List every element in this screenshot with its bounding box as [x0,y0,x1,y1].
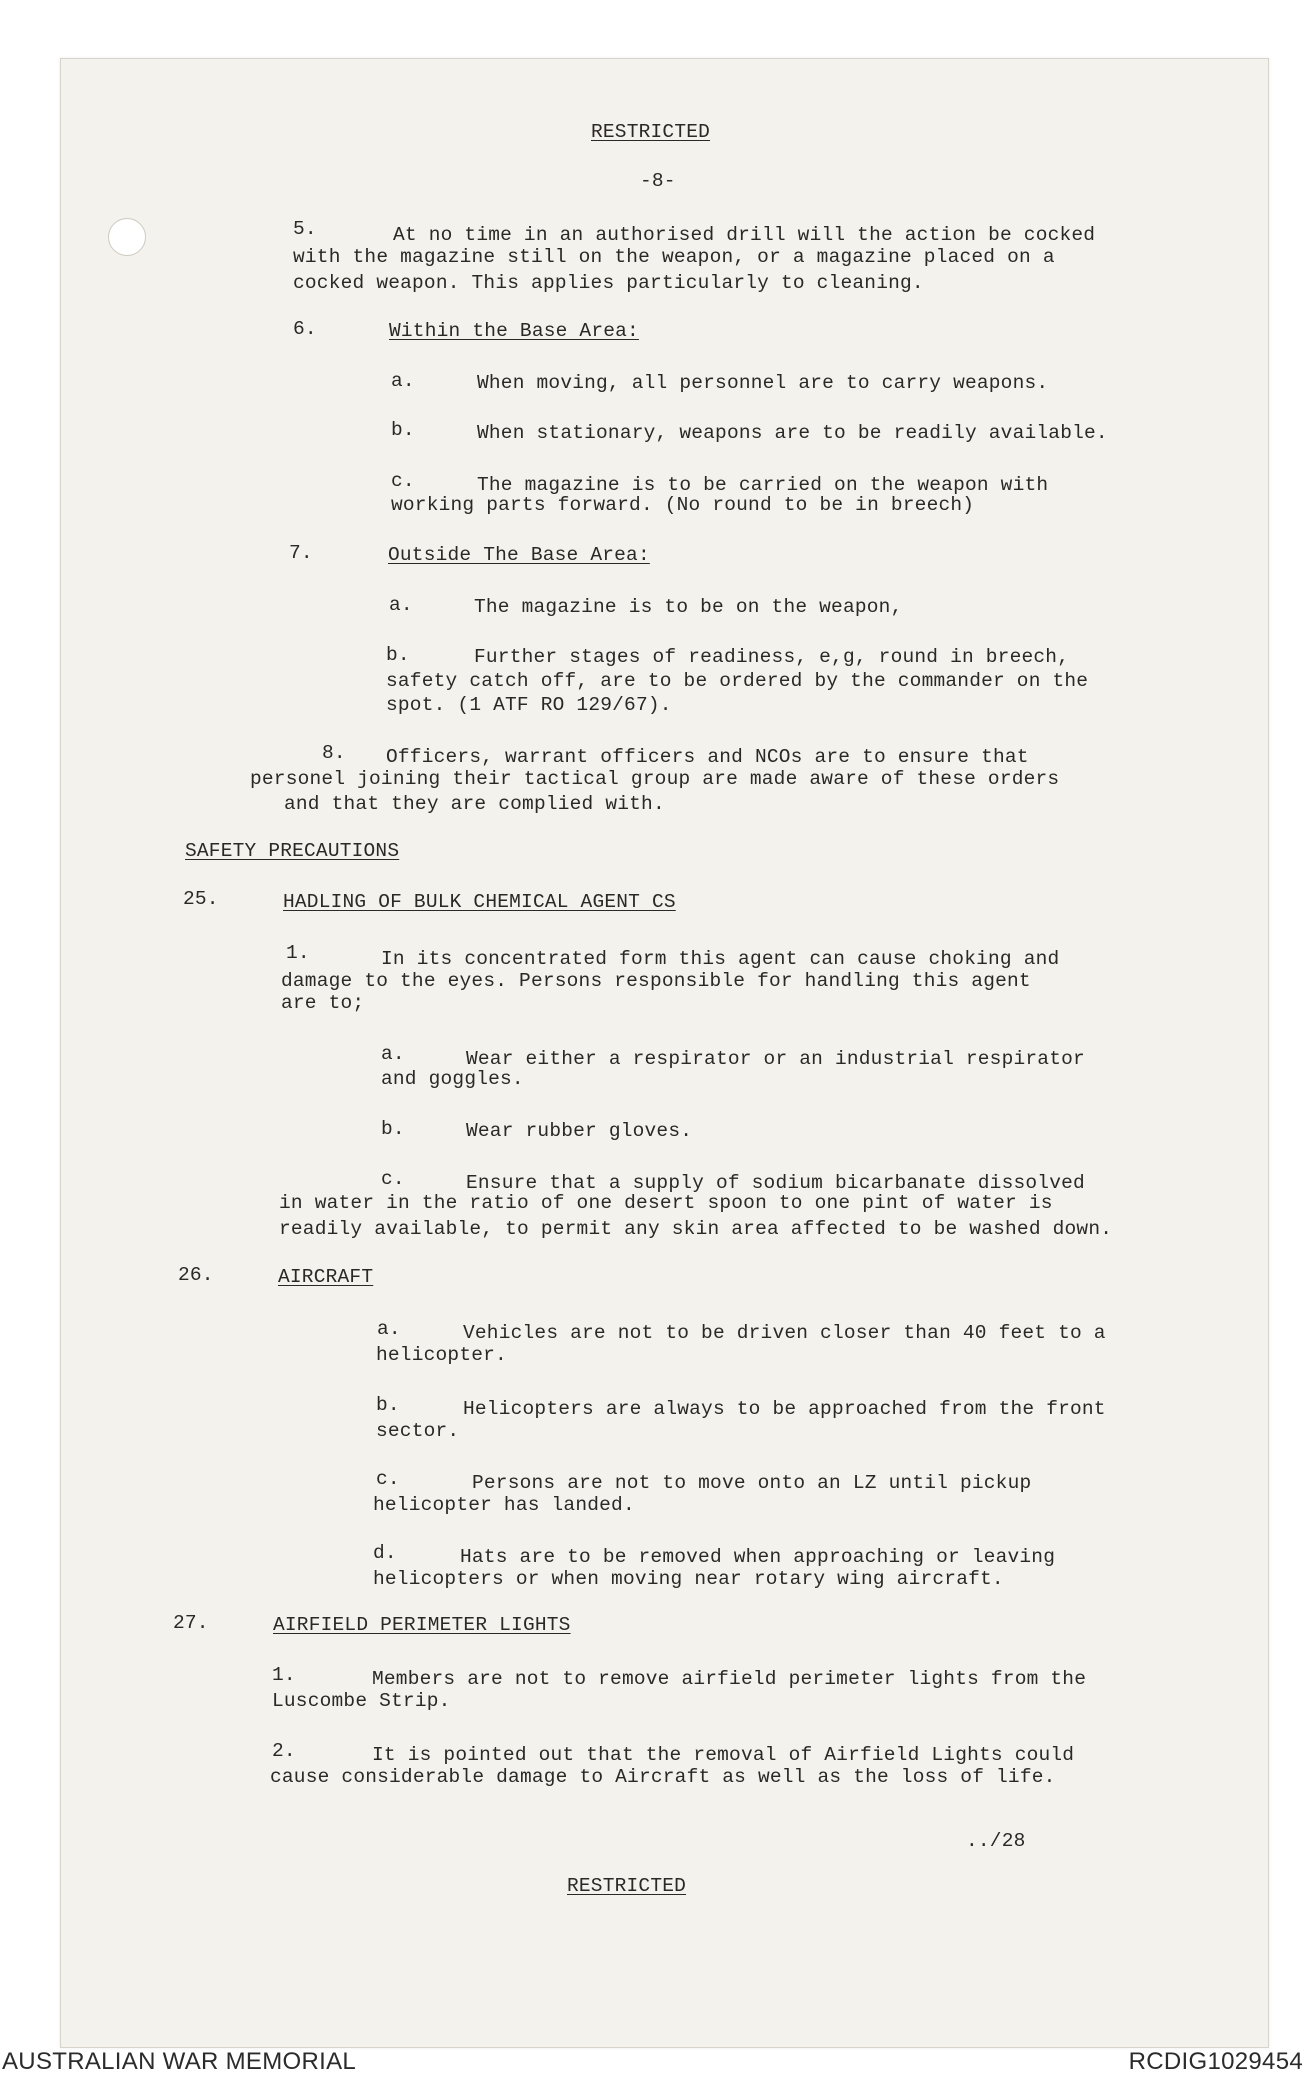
item-text: The magazine is to be carried on the weapon with [477,474,1049,496]
section-heading: SAFETY PRECAUTIONS [185,840,400,862]
para-text: Officers, warrant officers and NCOs are to ensure that [386,746,1029,768]
subsection-heading: Outside The Base Area: [388,544,650,566]
item-letter: a. [391,370,415,392]
page-number: -8- [640,170,676,192]
classification-footer: RESTRICTED [567,1875,687,1897]
archive-id: RCDIG1029454 [1128,2048,1303,2075]
item-text: Helicopters are always to be approached from the front [463,1398,1106,1420]
para-text: and that they are complied with. [284,793,665,815]
item-letter: a. [377,1318,401,1340]
archive-credit: AUSTRALIAN WAR MEMORIAL [2,2048,357,2075]
item-text: Wear either a respirator or an industrial respirator [466,1048,1085,1070]
para-text: In its concentrated form this agent can cause choking and [381,948,1060,970]
item-text: When stationary, weapons are to be readily available. [477,422,1108,444]
item-text: safety catch off, are to be ordered by the commander on the [386,670,1089,692]
para-number: 2. [272,1740,296,1762]
subsection-heading: HADLING OF BULK CHEMICAL AGENT CS [283,891,676,913]
item-text: Persons are not to move onto an LZ until pickup [472,1472,1032,1494]
para-text: cocked weapon. This applies particularly to cleaning. [293,272,924,294]
section-number: 25. [183,888,219,910]
para-text: Members are not to remove airfield perimeter lights from the [372,1668,1087,1690]
item-text: Vehicles are not to be driven closer than 40 feet to a [463,1322,1106,1344]
item-text: helicopter. [376,1344,507,1366]
para-text: cause considerable damage to Aircraft as well as the loss of life. [270,1766,1056,1788]
para-number: 6. [293,318,317,340]
para-text: It is pointed out that the removal of Airfield Lights could [372,1744,1075,1766]
item-text: readily available, to permit any skin area affected to be washed down. [279,1218,1113,1240]
item-letter: c. [381,1168,405,1190]
subsection-heading: AIRCRAFT [278,1266,374,1288]
item-letter: b. [391,419,415,441]
section-number: 26. [178,1264,214,1286]
para-number: 1. [272,1664,296,1686]
para-text: personel joining their tactical group are made aware of these orders [250,768,1060,790]
item-text: helicopter has landed. [373,1494,635,1516]
classification-header: RESTRICTED [591,121,711,143]
para-number: 7. [289,542,313,564]
item-letter: c. [391,470,415,492]
item-text: When moving, all personnel are to carry weapons. [477,372,1049,394]
item-letter: a. [389,594,413,616]
item-letter: b. [386,644,410,666]
item-text: working parts forward. (No round to be in breech) [391,494,975,516]
section-number: 27. [173,1612,209,1634]
item-text: The magazine is to be on the weapon, [474,596,903,618]
para-number: 1. [286,942,310,964]
item-text: Ensure that a supply of sodium bicarbanate dissolved [466,1172,1085,1194]
item-text: in water in the ratio of one desert spoon to one pint of water is [279,1192,1053,1214]
item-letter: b. [376,1394,400,1416]
item-letter: b. [381,1118,405,1140]
item-text: Further stages of readiness, e,g, round in breech, [474,646,1070,668]
item-text: Hats are to be removed when approaching or leaving [460,1546,1056,1568]
para-number: 8. [322,742,346,764]
item-letter: c. [376,1468,400,1490]
item-letter: a. [381,1043,405,1065]
continuation-marker: ../28 [966,1830,1026,1852]
item-text: spot. (1 ATF RO 129/67). [386,694,672,716]
item-letter: d. [373,1542,397,1564]
para-text: damage to the eyes. Persons responsible for handling this agent [281,970,1031,992]
item-text: Wear rubber gloves. [466,1120,693,1142]
item-text: helicopters or when moving near rotary wing aircraft. [373,1568,1004,1590]
item-text: sector. [376,1420,460,1442]
item-text: and goggles. [381,1068,524,1090]
para-text: are to; [281,992,365,1014]
subsection-heading: Within the Base Area: [389,320,639,342]
para-text: At no time in an authorised drill will the action be cocked [393,224,1096,246]
para-number: 5. [293,218,317,240]
subsection-heading: AIRFIELD PERIMETER LIGHTS [273,1614,571,1636]
para-text: Luscombe Strip. [272,1690,451,1712]
para-text: with the magazine still on the weapon, or a magazine placed on a [293,246,1055,268]
punch-hole [108,218,146,256]
